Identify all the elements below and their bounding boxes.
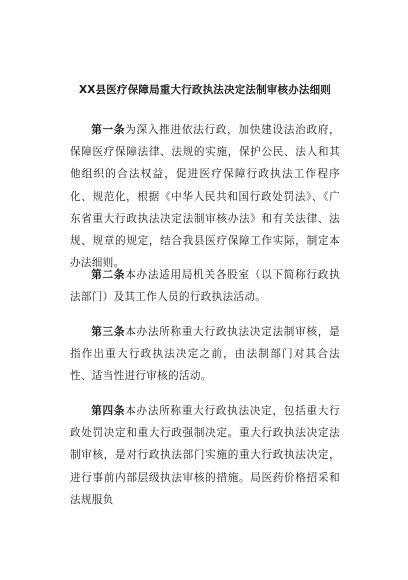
article-4-paragraph xyxy=(70,400,340,511)
article-3-paragraph xyxy=(70,321,340,388)
article-1-text: 为深入推进依法行政，加快建设法治政府，保障医疗保障法律、法规的实施，保护公民、法人和其他组织的合法权益，促进医疗保障行政执法工作程序化、规范化，根据《中华人民共和国行政处罚法》、《广东省重大行政执法决定法制审核办法》和有关法律、法规、规章的规定，结合我县医疗保障工作实际，制定本办法细则。 xyxy=(70,124,341,270)
article-3-text: 本办法所称重大行政执法决定法制审核，是指作出重大行政执法决定之前，由法制部门对其合法性、适当性进行审核的活动。 xyxy=(70,326,341,383)
article-2-lead: 第二条 xyxy=(91,269,126,281)
article-4-text: 本办法所称重大行政执法决定，包括重大行政处罚决定和重大行政强制决定。重大行政执法决定法制审核，是对行政执法部门实施的重大行政执法决定，进行事前内部层级执法审核的措施。局医药价格招采和法规服负 xyxy=(70,405,341,506)
article-1-paragraph xyxy=(70,119,340,274)
article-4-lead: 第四条 xyxy=(91,405,126,417)
article-2-paragraph xyxy=(70,264,340,308)
document-title: XX县医疗保障局重大行政执法决定法制审核办法细则 xyxy=(79,84,331,96)
article-3-lead: 第三条 xyxy=(91,326,126,338)
article-2-text: 本办法适用局机关各股室（以下简称行政执法部门）及其工作人员的行政执法活动。 xyxy=(70,269,341,304)
article-1-lead: 第一条 xyxy=(91,124,126,136)
